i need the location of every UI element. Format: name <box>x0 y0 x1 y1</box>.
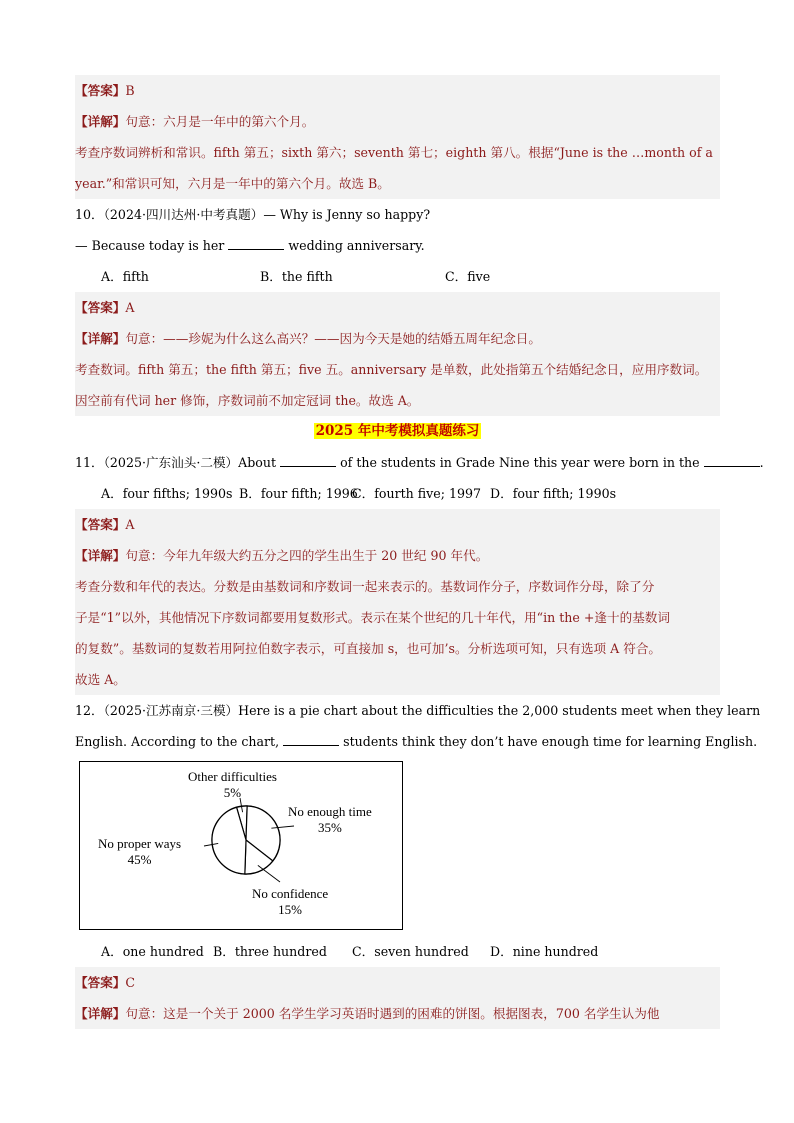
section-title-text: 2025 年中考模拟真题练习 <box>315 423 480 439</box>
option-a: A．fifth <box>101 269 149 284</box>
option-d: D．nine hundred <box>490 944 599 959</box>
slice-label-text: No proper ways <box>98 836 182 851</box>
q11-detail-line5: 故选 A。 <box>75 672 126 687</box>
answer-blank <box>228 237 284 250</box>
stem-text: wedding anniversary. <box>288 238 425 253</box>
q11-detail-line4: 的复数”。基数词的复数若用阿拉伯数字表示，可直接加 s，也可加’s。分析选项可知，只有选项 A 符合。 <box>75 641 662 656</box>
option-a: A．four fifths; 1990s <box>101 486 233 501</box>
answer-label: 【答案】 <box>75 83 126 98</box>
q10-stem-line1: 10．（2024·四川达州·中考真题）— Why is Jenny so happy? <box>75 207 431 222</box>
stem-text: 11．（2025·广东汕头·二模）About <box>75 455 277 470</box>
section-title <box>75 416 720 447</box>
q9-detail-line2: 考查序数词辨析和常识。fifth 第五；sixth 第六；seventh 第七；eighth 第八。根据“June is the …month of a <box>75 145 713 160</box>
option-c: C．fourth five; 1997 <box>352 486 482 501</box>
option-b: B．the fifth <box>260 269 333 284</box>
q10-stem-line2 <box>75 230 720 261</box>
q10-detail-line1 <box>75 323 720 354</box>
detail-text: 句意：——珍妮为什么这么高兴？——因为今天是她的结婚五周年纪念日。 <box>125 331 541 346</box>
q10-options <box>75 261 720 292</box>
q11-answer-block <box>75 509 720 695</box>
option-d: D．four fifth; 1990s <box>490 486 617 501</box>
document-page <box>75 75 764 1029</box>
slice-label-text: No enough time <box>288 804 372 819</box>
answer-blank <box>280 454 336 467</box>
q12-detail-line1 <box>75 998 720 1029</box>
answer-label: 【答案】 <box>75 975 126 990</box>
q10-answer-block <box>75 292 720 416</box>
detail-label: 【详解】 <box>75 114 126 129</box>
slice-value-text: 35% <box>317 820 342 835</box>
answer-blank <box>704 454 760 467</box>
detail-label: 【详解】 <box>75 1006 126 1021</box>
detail-label: 【详解】 <box>75 548 126 563</box>
slice-value-text: 15% <box>278 902 302 917</box>
q11-detail-line1 <box>75 540 720 571</box>
stem-text: English. According to the chart, <box>75 734 280 749</box>
slice-label-text: No confidence <box>252 886 329 901</box>
q9-answer-line <box>75 75 720 106</box>
q12-stem-line1: 12．（2025·江苏南京·三模）Here is a pie chart about the difficulties the 2,000 students meet when they learn <box>75 703 761 718</box>
stem-text: . <box>759 455 764 470</box>
slice-label-other <box>188 769 277 801</box>
pie-chart <box>79 761 403 930</box>
detail-text: 句意：这是一个关于 2000 名学生学习英语时遇到的困难的饼图。根据图表，700 名学生认为他 <box>125 1006 660 1021</box>
q12-answer-line <box>75 967 720 998</box>
slice-label-time <box>288 804 372 836</box>
leader-line-2 <box>258 865 280 882</box>
option-b: B．four fifth; 1996 <box>239 486 358 501</box>
slice-label-confidence <box>252 886 328 918</box>
option-c: C．seven hundred <box>352 944 469 959</box>
slice-label-text: Other difficulties <box>188 769 277 784</box>
slice-value-text: 45% <box>127 852 152 867</box>
q12-answer-block <box>75 967 720 1029</box>
q11-detail-line3: 子是“1”以外，其他情况下序数词都要用复数形式。表示在某个世纪的几十年代，用“in the +逢十的基数词 <box>75 610 670 625</box>
answer-label: 【答案】 <box>75 300 126 315</box>
answer-value: B <box>125 83 135 98</box>
option-a: A．one hundred <box>101 944 204 959</box>
q11-stem <box>75 447 764 478</box>
q11-answer-line <box>75 509 720 540</box>
stem-text: — Because today is her <box>75 238 225 253</box>
detail-text: 句意：六月是一年中的第六个月。 <box>125 114 315 129</box>
q11-detail-line2: 考查分数和年代的表达。分数是由基数词和序数词一起来表示的。基数词作分子，序数词作分母，除了分 <box>75 579 655 594</box>
detail-label: 【详解】 <box>75 331 126 346</box>
answer-blank <box>283 733 339 746</box>
slice-label-ways <box>98 836 181 868</box>
stem-text: students think they don’t have enough time for learning English. <box>343 734 758 749</box>
q9-answer-block <box>75 75 720 199</box>
answer-label: 【答案】 <box>75 517 126 532</box>
answer-value: C <box>125 975 136 990</box>
option-c: C．five <box>445 269 491 284</box>
detail-text: 句意：今年九年级大约五分之四的学生出生于 20 世纪 90 年代。 <box>125 548 489 563</box>
q9-detail-line1 <box>75 106 720 137</box>
option-b: B．three hundred <box>213 944 327 959</box>
slice-value-text: 5% <box>223 785 242 800</box>
answer-value: A <box>125 517 135 532</box>
q10-detail-line3: 因空前有代词 her 修饰，序数词前不加定冠词 the。故选 A。 <box>75 393 420 408</box>
stem-text: of the students in Grade Nine this year were born in the <box>340 455 700 470</box>
q11-options <box>75 478 720 509</box>
q10-detail-line2: 考查数词。fifth 第五；the fifth 第五；five 五。anniversary 是单数，此处指第五个结婚纪念日，应用序数词。 <box>75 362 708 377</box>
q10-answer-line <box>75 292 720 323</box>
q12-stem-line2 <box>75 726 758 757</box>
answer-value: A <box>125 300 135 315</box>
q12-options <box>75 936 720 967</box>
q9-detail-line3: year.”和常识可知，六月是一年中的第六个月。故选 B。 <box>75 176 390 191</box>
